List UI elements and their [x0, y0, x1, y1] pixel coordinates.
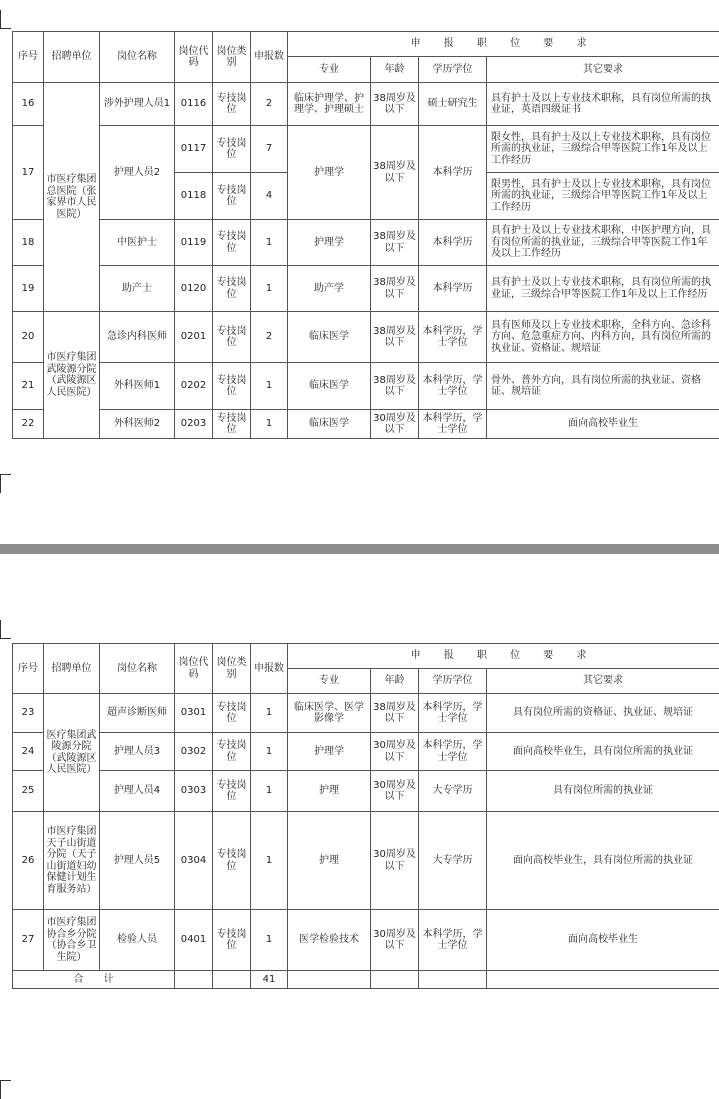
crop-mark: [0, 1080, 11, 1099]
crop-mark: [0, 10, 11, 29]
cell-edu: 本科学历，学士学位: [419, 694, 487, 733]
cell-post-name: 外科医师1: [100, 363, 175, 410]
cell-other: 具有岗位所需的资格证、执业证、规培证: [487, 694, 719, 733]
empty-cell: [371, 971, 419, 989]
cell-post-code: 0202: [175, 363, 213, 410]
cell-edu: 大专学历: [419, 812, 487, 910]
cell-major: 护理: [288, 812, 371, 910]
cell-other: 具有护士及以上专业技术职称，中医护理方向，具有岗位所需的执业证，三级综合甲等医院工作1年及以上工作经历: [487, 220, 719, 266]
cell-post-name: 助产士: [100, 266, 175, 312]
header-post-name: 岗位名称: [100, 644, 175, 694]
cell-seq: 25: [13, 771, 44, 812]
cell-major: 护理学: [288, 220, 371, 266]
cell-post-type: 专技岗位: [213, 173, 251, 220]
header-major: 专业: [288, 57, 371, 83]
cell-major: 临床医学、医学影像学: [288, 694, 371, 733]
cell-post-name: 护理人员4: [100, 771, 175, 812]
cell-age: 38周岁及以下: [371, 220, 419, 266]
cell-major: 护理学: [288, 126, 371, 220]
header-major: 专业: [288, 669, 371, 694]
cell-post-type: 专技岗位: [213, 312, 251, 363]
cell-age: 38周岁及以下: [371, 694, 419, 733]
empty-cell: [419, 971, 487, 989]
cell-post-name: 中医护士: [100, 220, 175, 266]
cell-edu: 大专学历: [419, 771, 487, 812]
cell-post-type: 专技岗位: [213, 266, 251, 312]
cell-post-type: 专技岗位: [213, 812, 251, 910]
table-row: [13, 83, 719, 126]
cell-other: 具有护士及以上专业技术职称，具有岗位所需的执业证，英语四级证书: [487, 83, 719, 126]
table-row: [13, 312, 719, 363]
cell-age: 38周岁及以下: [371, 266, 419, 312]
cell-other: 具有岗位所需的执业证: [487, 771, 719, 812]
header-post-name: 岗位名称: [100, 32, 175, 83]
cell-seq: 26: [13, 812, 44, 910]
cell-count: 2: [251, 312, 288, 363]
cell-age: 38周岁及以下: [371, 83, 419, 126]
cell-major: 临床医学: [288, 410, 371, 439]
header-post-type: 岗位类别: [213, 644, 251, 694]
cell-age: 38周岁及以下: [371, 126, 419, 220]
table-row: [13, 266, 719, 312]
table-row: [13, 733, 719, 771]
empty-cell: [175, 971, 213, 989]
header-post-code: 岗位代码: [175, 644, 213, 694]
cell-count: 7: [251, 126, 288, 173]
cell-unit: 市医疗集团协合乡分院（协合乡卫生院）: [44, 910, 100, 971]
cell-post-code: 0118: [175, 173, 213, 220]
header-post-code: 岗位代码: [175, 32, 213, 83]
cell-seq: 24: [13, 733, 44, 771]
cell-post-code: 0117: [175, 126, 213, 173]
cell-seq: 23: [13, 694, 44, 733]
cell-seq: 18: [13, 220, 44, 266]
header-other: 其它要求: [487, 669, 719, 694]
cell-post-name: 外科医师2: [100, 410, 175, 439]
cell-unit: 市医疗集团天子山街道分院（天子山街道妇幼保健计划生育服务站）: [44, 812, 100, 910]
header-age: 年龄: [371, 57, 419, 83]
cell-seq: 27: [13, 910, 44, 971]
cell-unit: 市医疗集团总医院（张家界市人民医院）: [44, 83, 100, 312]
cell-age: 38周岁及以下: [371, 312, 419, 363]
cell-major: 临床护理学、护理学、护理硕士: [288, 83, 371, 126]
cell-post-code: 0302: [175, 733, 213, 771]
empty-cell: [288, 971, 371, 989]
header-seq: 序号: [13, 32, 44, 83]
cell-post-name: 超声诊断医师: [100, 694, 175, 733]
cell-edu: 本科学历，学士学位: [419, 910, 487, 971]
cell-seq: 17: [13, 126, 44, 220]
cell-post-name: 护理人员3: [100, 733, 175, 771]
cell-major: 助产学: [288, 266, 371, 312]
page-separator: [0, 544, 719, 554]
cell-edu: 硕士研究生: [419, 83, 487, 126]
cell-edu: 本科学历: [419, 266, 487, 312]
cell-major: 医学检验技术: [288, 910, 371, 971]
cell-count: 1: [251, 410, 288, 439]
cell-post-type: 专技岗位: [213, 410, 251, 439]
header-requirements: 申 报 职 位 要 求: [288, 644, 719, 669]
cell-post-type: 专技岗位: [213, 771, 251, 812]
crop-mark: [0, 620, 11, 639]
cell-post-name: 涉外护理人员1: [100, 83, 175, 126]
header-other: 其它要求: [487, 57, 719, 83]
cell-count: 1: [251, 266, 288, 312]
cell-major: 护理学: [288, 733, 371, 771]
cell-post-code: 0203: [175, 410, 213, 439]
cell-post-name: 急诊内科医师: [100, 312, 175, 363]
cell-post-code: 0116: [175, 83, 213, 126]
cell-major: 护理: [288, 771, 371, 812]
cell-count: 1: [251, 694, 288, 733]
cell-edu: 本科学历，学士学位: [419, 733, 487, 771]
table-row: [13, 694, 719, 733]
header-edu: 学历学位: [419, 669, 487, 694]
cell-post-name: 护理人员5: [100, 812, 175, 910]
cell-edu: 本科学历，学士学位: [419, 363, 487, 410]
cell-age: 30周岁及以下: [371, 410, 419, 439]
cell-age: 30周岁及以下: [371, 771, 419, 812]
table-row: [13, 910, 719, 971]
total-count: 41: [251, 971, 288, 989]
cell-post-name: 检验人员: [100, 910, 175, 971]
header-requirements: 申 报 职 位 要 求: [288, 32, 719, 57]
cell-post-type: 专技岗位: [213, 910, 251, 971]
cell-edu: 本科学历，学士学位: [419, 312, 487, 363]
cell-post-type: 专技岗位: [213, 83, 251, 126]
cell-count: 1: [251, 363, 288, 410]
cell-other: 骨外、普外方向，具有岗位所需的执业证、资格证、规培证: [487, 363, 719, 410]
cell-major: 临床医学: [288, 312, 371, 363]
cell-age: 30周岁及以下: [371, 733, 419, 771]
cell-post-code: 0119: [175, 220, 213, 266]
cell-other: 限男性，具有护士及以上专业技术职称，具有岗位所需的执业证，三级综合甲等医院工作1年及以上工作经历: [487, 173, 719, 220]
cell-count: 1: [251, 771, 288, 812]
cell-other: 具有医师及以上专业技术职称，全科方向、急诊科方向、危急重症方向、内科方向，具有岗位所需的执业证、资格证、规培证: [487, 312, 719, 363]
cell-edu: 本科学历: [419, 220, 487, 266]
cell-post-type: 专技岗位: [213, 733, 251, 771]
cell-age: 30周岁及以下: [371, 812, 419, 910]
empty-cell: [487, 971, 719, 989]
cell-post-type: 专技岗位: [213, 694, 251, 733]
recruitment-table-1: [12, 31, 719, 439]
cell-other: 面向高校毕业生，具有岗位所需的执业证: [487, 812, 719, 910]
cell-unit: 市医疗集团武陵源分院（武陵源区人民医院）: [44, 312, 100, 439]
cell-seq: 22: [13, 410, 44, 439]
table-row: [13, 220, 719, 266]
table-row: [13, 363, 719, 410]
header-seq: 序号: [13, 644, 44, 694]
cell-other: 面向高校毕业生: [487, 910, 719, 971]
cell-edu: 本科学历，学士学位: [419, 410, 487, 439]
cell-major: 临床医学: [288, 363, 371, 410]
cell-count: 1: [251, 733, 288, 771]
cell-post-code: 0303: [175, 771, 213, 812]
header-count: 申报数: [251, 644, 288, 694]
cell-other: 限女性，具有护士及以上专业技术职称，具有岗位所需的执业证，三级综合甲等医院工作1年及以上工作经历: [487, 126, 719, 173]
header-unit: 招聘单位: [44, 644, 100, 694]
cell-post-type: 专技岗位: [213, 126, 251, 173]
cell-count: 2: [251, 83, 288, 126]
header-post-type: 岗位类别: [213, 32, 251, 83]
table-row: [13, 410, 719, 439]
cell-age: 30周岁及以下: [371, 910, 419, 971]
cell-post-code: 0401: [175, 910, 213, 971]
cell-seq: 21: [13, 363, 44, 410]
cell-edu: 本科学历: [419, 126, 487, 220]
table-row: [13, 812, 719, 910]
header-age: 年龄: [371, 669, 419, 694]
cell-other: 具有护士及以上专业技术职称，具有岗位所需的执业证，三级综合甲等医院工作1年及以上工作经历: [487, 266, 719, 312]
total-label: 合 计: [13, 971, 175, 989]
crop-mark: [0, 474, 11, 493]
cell-count: 1: [251, 220, 288, 266]
recruitment-table-2: [12, 643, 719, 989]
table-row: [13, 771, 719, 812]
cell-count: 1: [251, 910, 288, 971]
cell-seq: 16: [13, 83, 44, 126]
cell-count: 1: [251, 812, 288, 910]
cell-post-code: 0120: [175, 266, 213, 312]
cell-post-type: 专技岗位: [213, 220, 251, 266]
total-row: [13, 971, 719, 989]
cell-seq: 20: [13, 312, 44, 363]
cell-post-type: 专技岗位: [213, 363, 251, 410]
cell-age: 38周岁及以下: [371, 363, 419, 410]
header-edu: 学历学位: [419, 57, 487, 83]
cell-post-code: 0304: [175, 812, 213, 910]
cell-count: 4: [251, 173, 288, 220]
cell-seq: 19: [13, 266, 44, 312]
empty-cell: [213, 971, 251, 989]
cell-post-code: 0301: [175, 694, 213, 733]
cell-unit: 医疗集团武陵源分院（武陵源区人民医院）: [44, 694, 100, 812]
cell-post-code: 0201: [175, 312, 213, 363]
table-row: [13, 126, 719, 173]
header-count: 申报数: [251, 32, 288, 83]
cell-other: 面向高校毕业生: [487, 410, 719, 439]
header-unit: 招聘单位: [44, 32, 100, 83]
cell-post-name: 护理人员2: [100, 126, 175, 220]
cell-other: 面向高校毕业生，具有岗位所需的执业证: [487, 733, 719, 771]
